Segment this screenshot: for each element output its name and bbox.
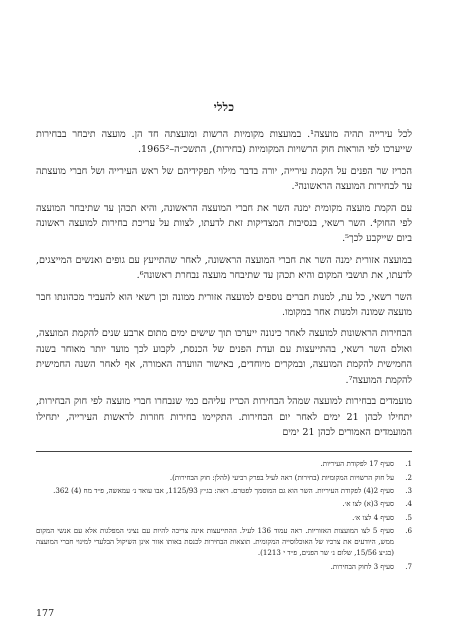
footnote-number: 5. — [405, 512, 412, 522]
paragraph: הכריז שר הפנים על הקמת עירייה, יורה בדבר מילוי תפקידיהם של ראש העירייה ושל חברי מועצתה עד לבחירות המועצה הראשונה³. — [36, 165, 412, 193]
footnotes-list — [36, 458, 412, 572]
footnote-number: 1. — [405, 459, 412, 469]
footnote-text: על חוק הרשויות המקומיות (בחירות) ראה לעיל בפרק רביעי (להלן: חוק הבחירות). — [169, 472, 394, 482]
footnote — [36, 512, 412, 523]
footnote-number: 4. — [405, 499, 412, 509]
footnote — [36, 525, 412, 559]
footnote-number: 3. — [405, 485, 412, 495]
footnote-divider — [36, 451, 412, 452]
section-heading: כללי — [213, 100, 235, 114]
paragraph: השר רשאי, כל עת, למנות חברים נוספים למועצה אזורית ממונה וכן רשאי הוא להעביר מכהונתו חבר מועצה שמונה ולמנות אחר במקומו. — [36, 291, 412, 319]
page-number: 177 — [36, 608, 55, 619]
footnote-text: סעיף 3(א) לצו א׳. — [342, 499, 394, 509]
footnote — [36, 561, 412, 572]
footnote-text: סעיף 3 לחוק הבחירות. — [330, 561, 394, 571]
paragraph: לכל עירייה תהיה מועצה¹. במועצות מקומיות הרשות ומועצתה חד הן. מועצה תיבחר בבחירות שייערכו לפי הוראות חוק הרשויות המקומיות (בחירות), התשכ״ה–1965². — [36, 129, 412, 156]
paragraph: מועמדים בבחירות למועצה שמהל הבחירות הכריז עליהם כמי שנבחרו חברי מועצה לפי חוק הבחירות, יתחילו לכהן 21 ימים לאחר יום הבחירות. התקיימו בחירות חוזרות לראשות העירייה, יתחילו המועמדים האמורים לכהן 21 ימים — [36, 396, 412, 438]
paragraph: במועצה אזורית ימנה השר את חברי המועצה הראשונה, לאחר שהתייעץ עם גופים ואנשים המייצגים, לדעתו, את תושבי המקום והיא תכהן עד שתיבחר מועצה נבחרת ראשונה⁶. — [36, 254, 412, 282]
footnote-text: סעיף 4 לצו א׳. — [352, 512, 394, 522]
footnote-text: סעיף 2(4) לפקודת העיריות. השר הוא גם המוסמך לפטרם. ראה: בג״ץ 1125/93, אבו עואד נ׳ עמאשה, פ״ד מח (4) 362. — [53, 485, 394, 495]
footnote-number: 6. — [405, 525, 412, 535]
footnote-number: 7. — [405, 561, 412, 571]
paragraph: הבחירות הראשונות למועצה לאחר כינונה ייערכו תוך שישים ימים מתום ארבע שנים להקמת המועצה, ואולם השר רשאי, בהתייעצות עם ועדת הפנים של הכנסת, לקבוע לכך מועד יותר מאוחר בשנה החמישית להקמת המועצה, ובמקרים מיוחדים, באישור הוועדה האמורה, אף לאחר השנה החמישית להקמת המועצה⁷. — [36, 328, 412, 386]
footnote — [36, 485, 412, 496]
footnote-text: סעיף 17 לפקודת העיריות. — [320, 459, 394, 469]
footnote — [36, 472, 412, 483]
footnote-number: 2. — [405, 472, 412, 482]
footnote-text: סעיף 5 לצו המועצות האזוריות. ראה עמוד 136 לעיל. ההתייעצות אינה צריכה להיות עם נציגי המפלגות אלא עם אנשי המקום ממש, היודעים את צרכיו של האוכלוסייה המקומית. תוצאות הבחירות לכנסת באותו אזור אינן השיקול הבלעדי למינוי חברי המועצה (בג״צ 15/56, שלום נ׳ שר הפנים, פ״ד י 1213). — [36, 525, 395, 558]
footnote — [36, 498, 412, 509]
document-page — [36, 100, 412, 574]
paragraph: עם הקמת מועצה מקומית ימנה השר את חברי המועצה הראשונה, והיא תכהן עד שתיבחר המועצה לפי החוק⁴. השר רשאי, בנסיבות המצדיקות זאת לדעתו, לצוות על עריכת בחירות למועצה ראשונה ביום שייקבע לכך⁵. — [36, 202, 412, 245]
footnote — [36, 458, 412, 469]
